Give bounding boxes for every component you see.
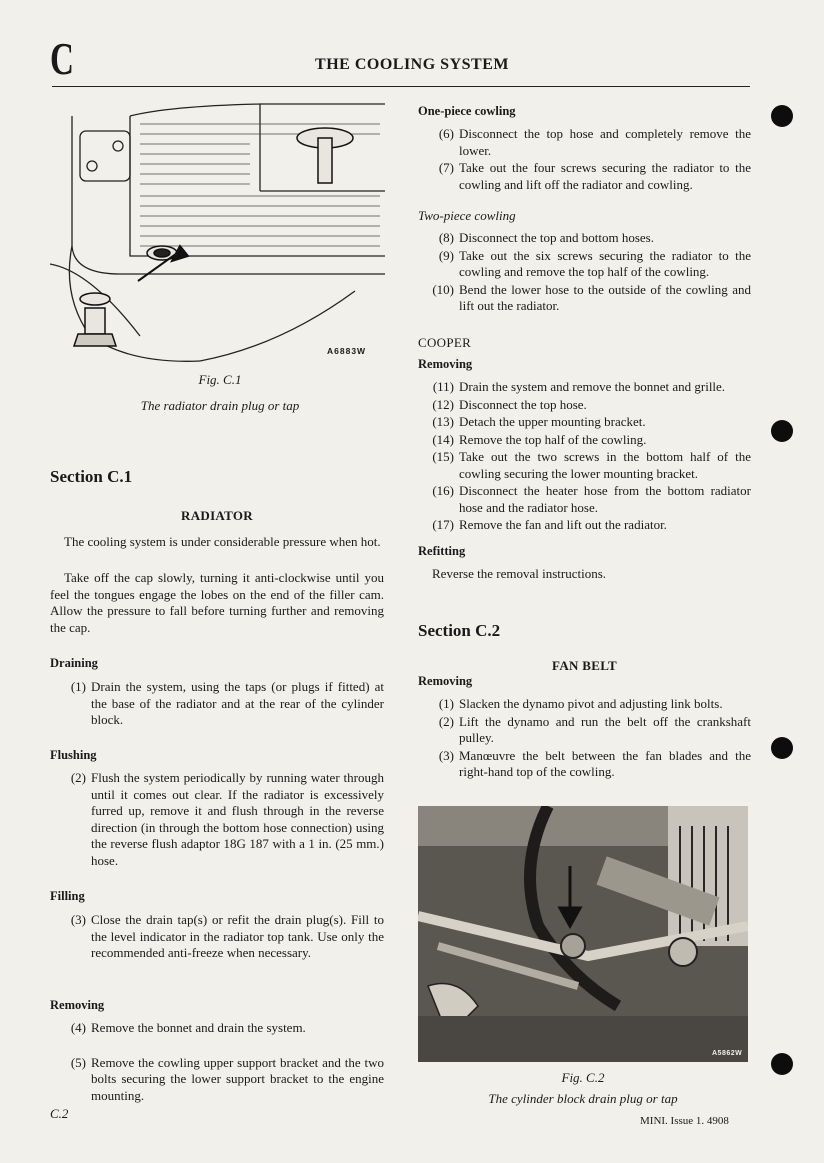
list-item bbox=[418, 714, 751, 747]
item-number: (17) bbox=[432, 517, 454, 532]
item-text: Detach the upper mounting bracket. bbox=[459, 414, 646, 429]
list-item bbox=[418, 379, 751, 396]
item-text: Manœuvre the belt between the fan blades and the right-hand top of the cowling. bbox=[459, 747, 751, 779]
page-title: THE COOLING SYSTEM bbox=[315, 56, 509, 73]
item-number: (14) bbox=[432, 431, 454, 447]
item-text: Disconnect the heater hose from the bottom radiator hose and the radiator hose. bbox=[459, 483, 751, 515]
list-item bbox=[418, 230, 751, 247]
figure-c1-caption: The radiator drain plug or tap bbox=[140, 398, 300, 413]
figure-c1-label: Fig. C.1 bbox=[198, 372, 242, 387]
one-piece-list bbox=[418, 126, 751, 194]
refitting-text: Reverse the removal instructions. bbox=[432, 566, 607, 581]
list-item bbox=[418, 748, 751, 781]
list-item bbox=[418, 126, 751, 159]
item-number: (7) bbox=[438, 160, 454, 175]
item-text: Drain the system, using the taps (or plugs if fitted) at the base of the radiator and at the rear of the cylinder block. bbox=[91, 679, 384, 727]
fan-belt-subheading: FAN BELT bbox=[552, 658, 617, 673]
section-c2-heading: Section C.2 bbox=[418, 621, 501, 640]
section-c1-heading: Section C.1 bbox=[50, 467, 133, 486]
flushing-list bbox=[50, 770, 384, 870]
draining-list bbox=[50, 679, 384, 730]
list-item bbox=[418, 397, 751, 414]
item-number: (10) bbox=[432, 281, 454, 297]
item-number: (15) bbox=[432, 449, 454, 464]
section-letter: C bbox=[50, 33, 74, 84]
list-item bbox=[50, 912, 384, 962]
item-number: (12) bbox=[432, 396, 454, 412]
list-item bbox=[418, 414, 751, 431]
figure-c2-code: A5862W bbox=[712, 1050, 743, 1057]
item-text: Remove the top half of the cowling. bbox=[459, 431, 647, 447]
item-text: Bend the lower hose to the outside of the cowling and lift out the radiator. bbox=[459, 281, 751, 313]
paragraph: Take off the cap slowly, turning it anti-clockwise until you feel the tongues engage the lobes on the end of the filler cam. Allow the pressure to fall before turning further and removing the cap. bbox=[50, 570, 384, 635]
one-piece-heading: One-piece cowling bbox=[418, 104, 516, 118]
item-text: Flush the system periodically by running water through until it comes out clear. If the radiator is excessively furred up, remove it and flush through in the reverse direction (in through the bottom hose connection) using the reverse flush adaptor 18G 187 with a 1 in. (25 mm.) hose. bbox=[91, 770, 384, 868]
draining-heading: Draining bbox=[50, 656, 98, 670]
paragraph: The cooling system is under considerable pressure when hot. bbox=[64, 534, 381, 549]
issue-line: MINI. Issue 1. 4908 bbox=[640, 1115, 729, 1127]
header-rule bbox=[52, 86, 750, 87]
c2-removing-list bbox=[418, 696, 751, 782]
figure-c1-illustration bbox=[50, 96, 390, 366]
flushing-heading: Flushing bbox=[50, 748, 97, 762]
cooper-removing-heading: Removing bbox=[418, 357, 473, 371]
item-text: Disconnect the top hose and completely remove the lower. bbox=[459, 126, 751, 158]
item-text: Close the drain tap(s) or refit the drain plug(s). Fill to the level indicator in the radiator top tank. Use only the recommended anti-freeze when necessary. bbox=[91, 912, 384, 960]
item-number: (2) bbox=[438, 713, 454, 729]
item-text: Remove the bonnet and drain the system. bbox=[91, 1020, 306, 1035]
cooper-removing-list bbox=[418, 379, 751, 535]
item-text: Take out the four screws securing the radiator to the cowling and lift off the radiator and cowling. bbox=[459, 160, 751, 192]
page-number: C.2 bbox=[50, 1106, 69, 1121]
cooper-heading: COOPER bbox=[418, 335, 472, 350]
item-number: (3) bbox=[70, 912, 86, 927]
c2-removing-heading: Removing bbox=[418, 674, 473, 688]
item-number: (6) bbox=[438, 126, 454, 141]
list-item bbox=[418, 517, 751, 534]
item-number: (2) bbox=[70, 770, 86, 785]
two-piece-list bbox=[418, 230, 751, 316]
binder-hole-icon bbox=[771, 420, 793, 442]
item-number: (3) bbox=[438, 747, 454, 763]
list-item bbox=[50, 1020, 384, 1037]
item-text: Remove the cowling upper support bracket and the two bolts securing the lower support bracket to the engine mounting. bbox=[91, 1054, 384, 1103]
item-text: Drain the system and remove the bonnet and grille. bbox=[459, 379, 726, 394]
two-piece-heading: Two-piece cowling bbox=[418, 208, 516, 223]
radiator-subheading: RADIATOR bbox=[181, 508, 253, 523]
item-text: Remove the fan and lift out the radiator. bbox=[459, 517, 667, 532]
item-text: Disconnect the top hose. bbox=[459, 396, 587, 412]
removing-list bbox=[50, 1020, 384, 1105]
radiator-drain-drawing bbox=[50, 96, 390, 366]
item-number: (4) bbox=[70, 1020, 86, 1035]
list-item bbox=[50, 679, 384, 729]
item-number: (16) bbox=[432, 483, 454, 498]
item-text: Slacken the dynamo pivot and adjusting link bolts. bbox=[459, 696, 723, 711]
list-item bbox=[418, 449, 751, 482]
binder-hole-icon bbox=[771, 1053, 793, 1075]
filling-heading: Filling bbox=[50, 889, 85, 903]
list-item bbox=[418, 160, 751, 193]
item-number: (5) bbox=[70, 1054, 86, 1070]
list-item bbox=[418, 282, 751, 315]
removing-heading: Removing bbox=[50, 998, 105, 1012]
item-number: (11) bbox=[432, 379, 454, 394]
list-item bbox=[418, 432, 751, 449]
item-number: (1) bbox=[70, 679, 86, 694]
figure-c2-caption: The cylinder block drain plug or tap bbox=[488, 1091, 678, 1106]
binder-hole-icon bbox=[771, 105, 793, 127]
binder-hole-icon bbox=[771, 737, 793, 759]
item-text: Take out the two screws in the bottom half of the cowling securing the lower mounting bracket. bbox=[459, 449, 751, 481]
filling-list bbox=[50, 912, 384, 963]
item-number: (9) bbox=[438, 247, 454, 263]
item-number: (1) bbox=[438, 696, 454, 711]
list-item bbox=[50, 1055, 384, 1105]
item-text: Take out the six screws securing the radiator to the cowling and remove the top half of the cowling. bbox=[459, 247, 751, 279]
list-item bbox=[50, 770, 384, 869]
figure-c2-label: Fig. C.2 bbox=[561, 1070, 605, 1085]
refitting-heading: Refitting bbox=[418, 544, 466, 558]
list-item bbox=[418, 248, 751, 281]
figure-c1-code: A6883W bbox=[327, 346, 367, 356]
item-number: (13) bbox=[432, 414, 454, 429]
figure-c2-photo bbox=[418, 806, 748, 1062]
list-item bbox=[418, 696, 751, 713]
list-item bbox=[418, 483, 751, 516]
item-text: Disconnect the top and bottom hoses. bbox=[459, 230, 654, 245]
cylinder-block-photo-drawing bbox=[418, 806, 748, 1062]
item-text: Lift the dynamo and run the belt off the crankshaft pulley. bbox=[459, 713, 751, 745]
item-number: (8) bbox=[438, 230, 454, 245]
